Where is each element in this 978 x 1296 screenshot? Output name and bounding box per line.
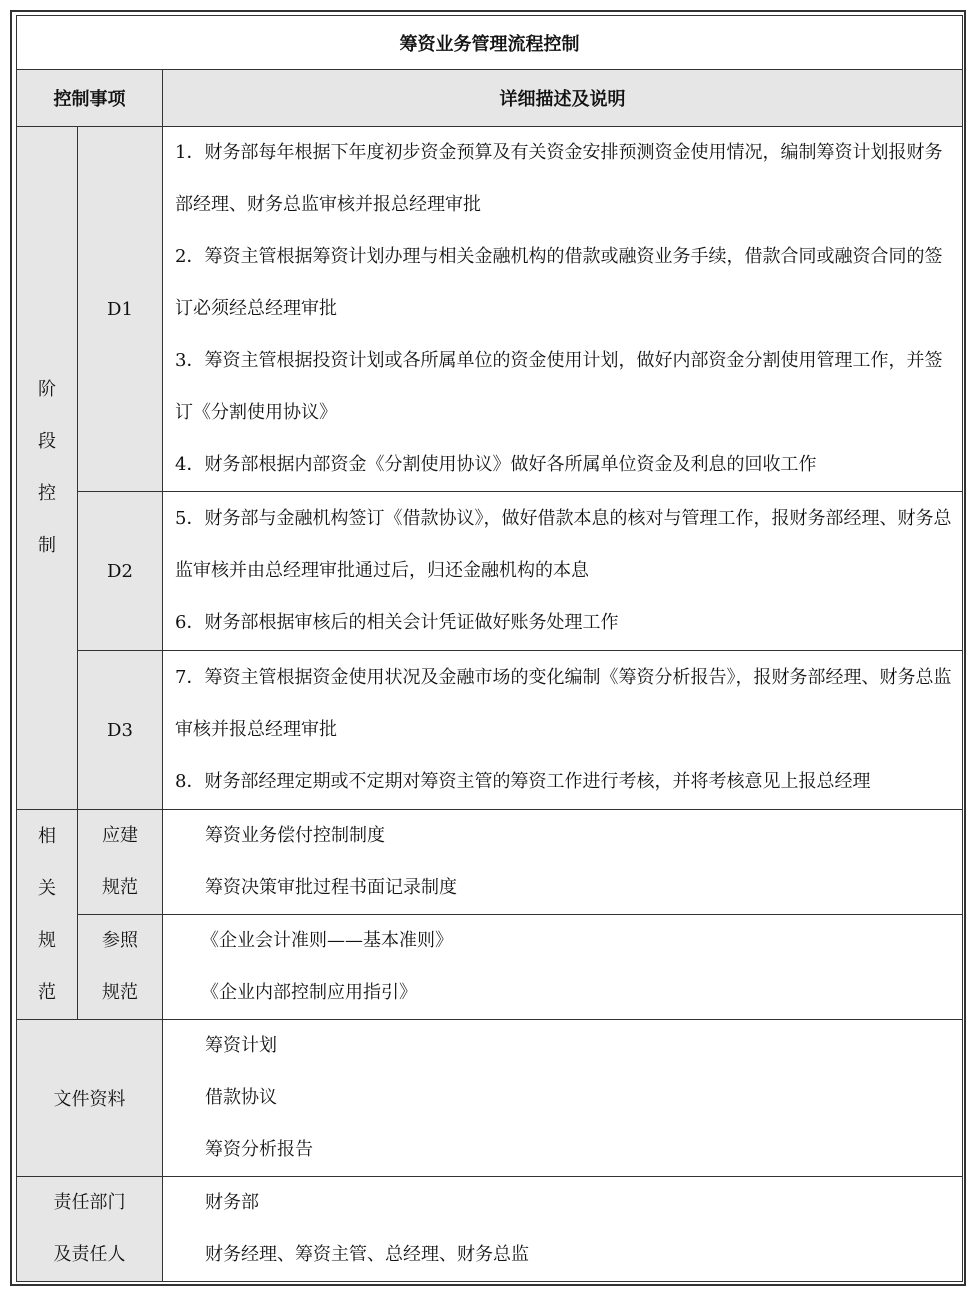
related-norms-label	[17, 810, 78, 1020]
list-item: 《企业内部控制应用指引》	[201, 982, 417, 1003]
list-item: 筹资计划	[205, 1035, 277, 1056]
reference-norms-list	[163, 915, 963, 1020]
stage-d2-description	[163, 492, 963, 651]
label-line: 责任部门	[53, 1192, 126, 1213]
documents-label: 文件资料	[17, 1020, 163, 1177]
stage-label-char: 控	[38, 483, 56, 504]
list-item: 5．财务部与金融机构签订《借款协议》，做好借款本息的核对与管理工作，报财务部经理、财务总监审核并由总经理审批通过后，归还金融机构的本息	[175, 508, 952, 581]
label-line: 参照	[102, 930, 138, 951]
label-line: 规范	[102, 877, 138, 898]
list-item: 借款协议	[205, 1087, 277, 1108]
stage-label-char: 段	[38, 431, 56, 452]
stage-code-d1: D1	[78, 127, 163, 492]
table-title: 筹资业务管理流程控制	[17, 16, 963, 70]
list-item: 财务经理、筹资主管、总经理、财务总监	[205, 1244, 529, 1265]
should-build-norms-label	[78, 810, 163, 915]
list-item: 4．财务部根据内部资金《分割使用协议》做好各所属单位资金及利息的回收工作	[175, 454, 817, 475]
title-row	[17, 16, 963, 70]
responsible-list	[163, 1177, 963, 1282]
label-line: 及责任人	[53, 1244, 126, 1265]
list-item: 6．财务部根据审核后的相关会计凭证做好账务处理工作	[175, 612, 619, 633]
norms-label-char: 相	[38, 825, 56, 847]
stage-d3-description	[163, 651, 963, 810]
list-item: 财务部	[205, 1192, 259, 1213]
list-item: 3．筹资主管根据投资计划或各所属单位的资金使用计划，做好内部资金分割使用管理工作，并签订《分割使用协议》	[175, 350, 943, 423]
stage-code-d3: D3	[78, 651, 163, 810]
control-table	[16, 15, 963, 1282]
list-item: 筹资业务偿付控制制度	[205, 825, 385, 846]
reference-norms-label	[78, 915, 163, 1020]
stage-d1-description	[163, 127, 963, 492]
list-item: 《企业会计准则——基本准则》	[201, 930, 453, 951]
header-description: 详细描述及说明	[163, 70, 963, 127]
norms-should-build-row	[17, 810, 963, 915]
responsible-row	[17, 1177, 963, 1282]
documents-list	[163, 1020, 963, 1177]
list-item: 筹资分析报告	[205, 1139, 313, 1160]
header-control-item: 控制事项	[17, 70, 163, 127]
norms-reference-row	[17, 915, 963, 1020]
norms-label-char: 关	[38, 877, 56, 899]
stage-d2-row	[17, 492, 963, 651]
stage-d3-row	[17, 651, 963, 810]
stage-control-label	[17, 127, 78, 810]
list-item: 2．筹资主管根据筹资计划办理与相关金融机构的借款或融资业务手续，借款合同或融资合同的签订必须经总经理审批	[175, 246, 943, 319]
stage-label-char: 阶	[38, 379, 56, 400]
should-build-norms-list	[163, 810, 963, 915]
norms-label-char: 规	[38, 929, 56, 951]
norms-label-char: 范	[38, 981, 56, 1003]
stage-label-char: 制	[38, 535, 56, 556]
label-line: 规范	[102, 982, 138, 1003]
list-item: 7．筹资主管根据资金使用状况及金融市场的变化编制《筹资分析报告》，报财务部经理、财务总监审核并报总经理审批	[175, 667, 952, 740]
label-line: 应建	[102, 825, 138, 846]
documents-row	[17, 1020, 963, 1177]
stage-d1-row	[17, 127, 963, 492]
list-item: 筹资决策审批过程书面记录制度	[205, 877, 457, 898]
stage-code-d2: D2	[78, 492, 163, 651]
responsible-label	[17, 1177, 163, 1282]
header-row	[17, 70, 963, 127]
list-item: 8．财务部经理定期或不定期对筹资主管的筹资工作进行考核，并将考核意见上报总经理	[175, 771, 871, 792]
list-item: 1．财务部每年根据下年度初步资金预算及有关资金安排预测资金使用情况，编制筹资计划报财务部经理、财务总监审核并报总经理审批	[175, 142, 943, 215]
